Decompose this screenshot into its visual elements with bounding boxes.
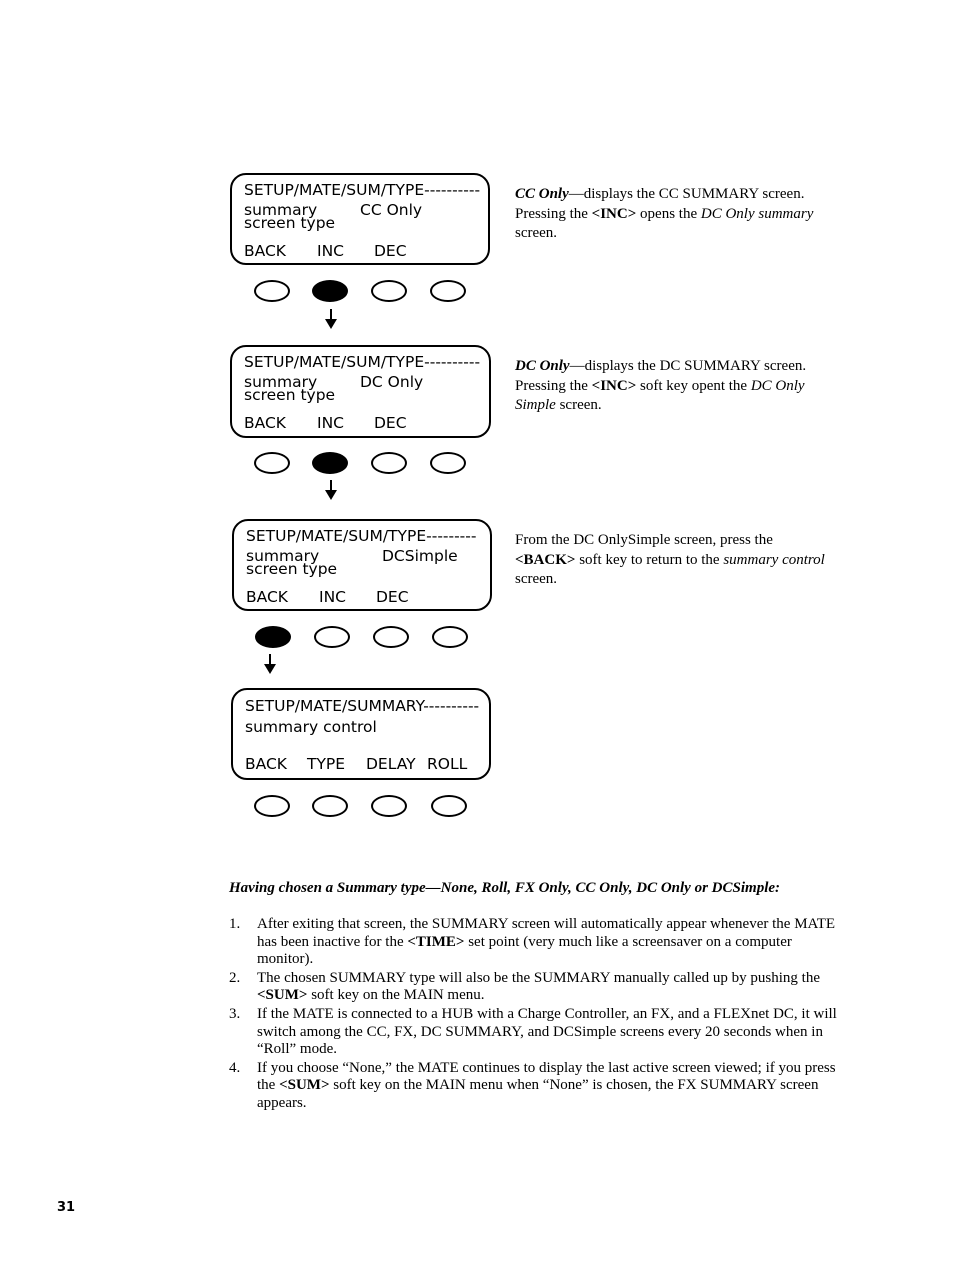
down-arrow-icon (263, 654, 277, 674)
screen-label: summary control (245, 718, 377, 736)
screen-header: SETUP/MATE/SUM/TYPE---------- (244, 353, 481, 371)
list-item: 3. If the MATE is connected to a HUB with a Charge Controller, an FX, and a FLEXnet DC, it will switch among the CC, FX, DC SUMMARY, and DCSimple screens every 20 seconds when in “Roll” mode. (229, 1005, 837, 1058)
softkey-label-dec: DEC (374, 242, 407, 260)
soft-key-4[interactable] (430, 280, 466, 302)
soft-key-3[interactable] (371, 795, 407, 817)
screen-value: CC Only (360, 201, 423, 219)
screen-label: summary (246, 547, 320, 565)
soft-key-4[interactable] (432, 626, 468, 648)
soft-key-3[interactable] (371, 280, 407, 302)
softkey-label-back: BACK (246, 588, 288, 606)
screen-label-2: screen type (246, 560, 338, 578)
softkey-label-inc: INC (317, 242, 344, 260)
screen-value: DC Only (360, 373, 424, 391)
key-ref: <INC> (591, 377, 637, 394)
list-item: 4. If you choose “None,” the MATE continues to display the last active screen viewed; if you press the <SUM> soft key on the MAIN menu when “None” is chosen, the FX SUMMARY screen appears. (229, 1059, 836, 1111)
soft-key-2-pressed[interactable] (312, 280, 348, 302)
screen-label: summary (244, 201, 318, 219)
soft-key-2-pressed[interactable] (312, 452, 348, 474)
softkey-label-inc: INC (319, 588, 346, 606)
section-intro: Having chosen a Summary type—None, Roll, FX Only, CC Only, DC Only or DCSimple: (229, 880, 781, 896)
screen-header: SETUP/MATE/SUM/TYPE---------- (244, 181, 481, 199)
soft-key-3[interactable] (371, 452, 407, 474)
screen-label: summary (244, 373, 318, 391)
term: DC Only (515, 358, 570, 374)
soft-key-2[interactable] (314, 626, 350, 648)
steps-list (229, 916, 841, 1114)
screen-label-2: screen type (244, 386, 336, 404)
screen-value: DCSimple (382, 547, 458, 565)
mate-screen-dcsimple (232, 519, 492, 611)
down-arrow-icon (324, 480, 338, 500)
list-item: 1. After exiting that screen, the SUMMARY screen will automatically appear whenever the MATE has been inactive for the <TIME> set point (very much like a screensaver on a computer monitor). (229, 916, 836, 968)
softkey-label-dec: DEC (376, 588, 409, 606)
soft-key-4[interactable] (430, 452, 466, 474)
mate-screen-dc-only (230, 345, 491, 438)
down-arrow-icon (324, 309, 338, 329)
screen-header: SETUP/MATE/SUMMARY---------- (245, 697, 480, 715)
softkey-label-dec: DEC (374, 414, 407, 432)
screen-header: SETUP/MATE/SUM/TYPE--------- (246, 527, 477, 545)
softkey-label-back: BACK (244, 242, 286, 260)
soft-key-1[interactable] (254, 280, 290, 302)
soft-key-1[interactable] (254, 795, 290, 817)
description-dc-only: DC Only—displays the DC SUMMARY screen. Pressing the <INC> soft key opent the DC Only Simple screen. (515, 358, 807, 413)
softkey-label-back: BACK (244, 414, 286, 432)
description-cc-only: CC Only—displays the CC SUMMARY screen. Pressing the <INC> opens the DC Only summary screen. (515, 186, 814, 241)
softkey-label-type: TYPE (307, 755, 346, 773)
mate-screen-cc-only (230, 173, 490, 265)
softkey-label-inc: INC (317, 414, 344, 432)
page-number: 31 (57, 1200, 76, 1215)
softkey-label-back: BACK (245, 755, 287, 773)
term: CC Only (515, 186, 569, 202)
soft-key-1-pressed[interactable] (255, 626, 291, 648)
key-ref: <INC> (591, 205, 637, 222)
soft-key-1[interactable] (254, 452, 290, 474)
description-dcsimple: From the DC OnlySimple screen, press the <BACK> soft key to return to the summary control screen. (515, 532, 825, 587)
screen-label-2: screen type (244, 214, 336, 232)
soft-key-2[interactable] (312, 795, 348, 817)
softkey-label-delay: DELAY (366, 755, 416, 773)
key-ref: <BACK> (515, 551, 576, 568)
softkey-label-roll: ROLL (427, 755, 468, 773)
soft-key-3[interactable] (373, 626, 409, 648)
mate-screen-summary-control (231, 688, 491, 780)
soft-key-4[interactable] (431, 795, 467, 817)
list-item: 2. The chosen SUMMARY type will also be the SUMMARY manually called up by pushing the <SUM> soft key on the MAIN menu. (229, 969, 821, 1004)
